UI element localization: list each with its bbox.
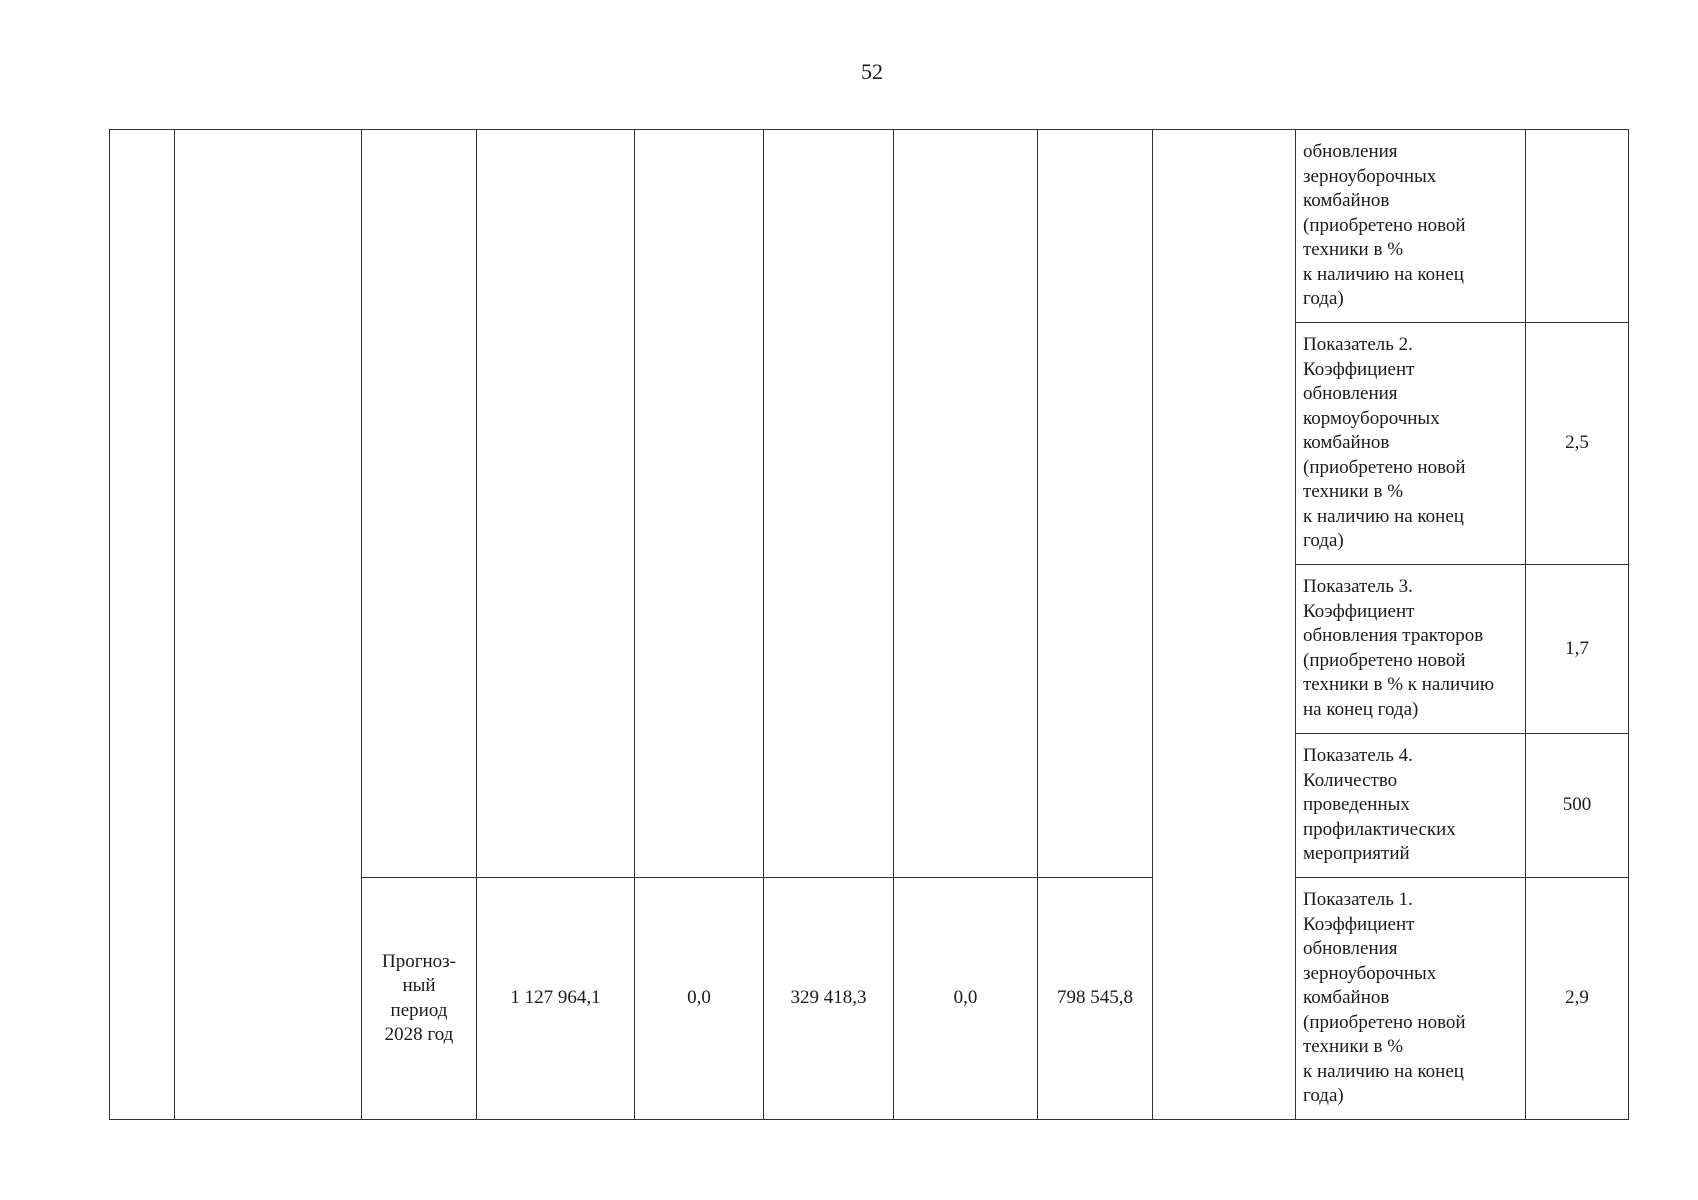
period-line: Прогноз-: [381, 950, 456, 972]
program-table: [109, 129, 1629, 1120]
indicator-line: Коэффициент: [1303, 358, 1415, 380]
indicator-line: Показатель 2.: [1303, 334, 1413, 355]
indicator-line: Количество: [1303, 769, 1398, 791]
indicator-line: техники в %: [1303, 239, 1404, 260]
indicator-line: года): [1303, 530, 1344, 551]
indicator-line: комбайнов: [1303, 432, 1390, 453]
indicator-cell: [1296, 130, 1526, 323]
indicator-line: (приобретено новой: [1303, 649, 1466, 671]
table-row: [110, 130, 1629, 323]
indicator-line: техники в % к наличию: [1303, 674, 1495, 695]
period-cell-prev: [362, 130, 477, 878]
indicator-line: на конец года): [1303, 698, 1419, 720]
indicator-cell: [1296, 878, 1526, 1120]
indicator-line: Показатель 1.: [1303, 889, 1413, 910]
row-number-cell: [110, 130, 175, 1120]
federal-value: 0,0: [635, 878, 764, 1120]
indicator-line: (приобретено новой: [1303, 456, 1466, 478]
indicator-line: зерноуборочных: [1303, 962, 1437, 984]
total-cell-prev: [477, 130, 635, 878]
indicator-value: 500: [1526, 734, 1629, 878]
indicator-value: 1,7: [1526, 565, 1629, 734]
indicator-line: Показатель 4.: [1303, 745, 1413, 766]
indicator-line: техники в %: [1303, 1036, 1404, 1057]
event-name-cell: [175, 130, 362, 1120]
executor-cell: [1153, 130, 1296, 1120]
indicator-line: профилактических: [1303, 818, 1456, 840]
period-line: 2028 год: [384, 1024, 454, 1045]
indicator-line: мероприятий: [1303, 843, 1410, 864]
local-value: 0,0: [894, 878, 1038, 1120]
indicator-line: кормоуборочных: [1303, 407, 1440, 429]
indicator-value: [1526, 130, 1629, 323]
indicator-line: (приобретено новой: [1303, 214, 1466, 236]
indicator-line: обновления: [1303, 141, 1398, 162]
total-value: 1 127 964,1: [477, 878, 635, 1120]
indicator-cell: [1296, 734, 1526, 878]
extrabudget-cell-prev: [1038, 130, 1153, 878]
federal-cell-prev: [635, 130, 764, 878]
indicator-line: обновления: [1303, 938, 1398, 959]
indicator-line: обновления: [1303, 383, 1398, 404]
indicator-line: к наличию на конец: [1303, 1060, 1464, 1082]
indicator-line: к наличию на конец: [1303, 505, 1464, 527]
indicator-line: к наличию на конец: [1303, 263, 1464, 285]
indicator-line: Коэффициент: [1303, 600, 1415, 622]
period-line: период: [390, 999, 448, 1021]
indicator-line: зерноуборочных: [1303, 165, 1437, 187]
indicator-line: комбайнов: [1303, 190, 1390, 211]
regional-value: 329 418,3: [764, 878, 894, 1120]
indicator-line: (приобретено новой: [1303, 1011, 1466, 1033]
indicator-cell: [1296, 323, 1526, 565]
local-cell-prev: [894, 130, 1038, 878]
regional-cell-prev: [764, 130, 894, 878]
extrabudget-value: 798 545,8: [1038, 878, 1153, 1120]
indicator-line: года): [1303, 288, 1344, 309]
indicator-line: Коэффициент: [1303, 913, 1415, 935]
period-line: ный: [402, 975, 436, 996]
indicator-value: 2,5: [1526, 323, 1629, 565]
indicator-line: комбайнов: [1303, 987, 1390, 1008]
indicator-line: года): [1303, 1085, 1344, 1106]
indicator-cell: [1296, 565, 1526, 734]
indicator-line: техники в %: [1303, 481, 1404, 502]
indicator-line: проведенных: [1303, 794, 1410, 815]
page-number: 52: [861, 59, 883, 84]
period-cell: [362, 878, 477, 1120]
indicator-line: обновления тракторов: [1303, 625, 1484, 646]
indicator-value: 2,9: [1526, 878, 1629, 1120]
indicator-line: Показатель 3.: [1303, 576, 1413, 597]
